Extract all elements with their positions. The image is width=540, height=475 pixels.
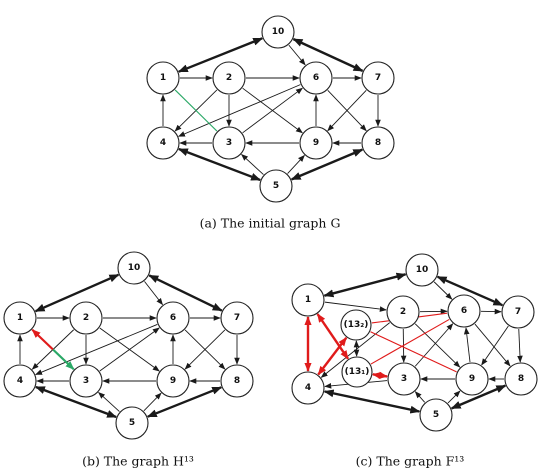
node-b-1 <box>4 302 36 334</box>
node-label: 2 <box>225 73 233 83</box>
node-label: 7 <box>374 73 382 83</box>
node-label: (13₂) <box>343 320 369 330</box>
node-c-6 <box>448 295 480 327</box>
node-b-5 <box>116 407 148 439</box>
node-b-3 <box>70 365 102 397</box>
edge-b-10-6 <box>144 281 162 304</box>
panel-b-graph-h13 <box>4 252 253 439</box>
edge-b-1-3-red <box>32 330 53 350</box>
node-c-132 <box>341 310 371 340</box>
node-label: 9 <box>468 374 476 384</box>
node-label: 3 <box>82 376 90 386</box>
edge-c-131-3 <box>373 374 387 376</box>
node-a-5 <box>260 170 292 202</box>
edge-c-6-8 <box>475 324 510 366</box>
node-label: 2 <box>399 307 407 317</box>
node-label: 8 <box>233 376 241 386</box>
node-label: 10 <box>127 263 141 273</box>
edge-a-5-9 <box>288 155 305 173</box>
node-label: 5 <box>272 181 280 191</box>
panel-a-initial-graph <box>147 16 394 202</box>
edge-c-2-9 <box>415 324 460 367</box>
node-label: 4 <box>304 383 312 393</box>
node-label: 6 <box>169 313 177 323</box>
node-label: 2 <box>82 313 90 323</box>
edges-a <box>163 38 378 180</box>
node-label: 4 <box>16 376 24 386</box>
node-label: 5 <box>128 418 136 428</box>
node-a-6 <box>300 62 332 94</box>
node-label: 8 <box>374 138 382 148</box>
edge-c-5-3 <box>415 392 424 403</box>
node-a-7 <box>362 62 394 94</box>
edge-b-5-3 <box>99 392 120 411</box>
edge-a-10-6 <box>289 45 305 65</box>
edge-b-10-7 <box>149 275 221 310</box>
node-c-131 <box>342 357 372 387</box>
node-label: (13₁) <box>344 367 370 377</box>
node-label: 1 <box>16 313 24 323</box>
caption-panel-c: (c) The graph F¹³ <box>355 453 465 469</box>
node-label: 6 <box>460 306 468 316</box>
node-a-1 <box>147 62 179 94</box>
node-a-9 <box>300 127 332 159</box>
node-label: 6 <box>312 73 320 83</box>
node-label: 9 <box>169 376 177 386</box>
node-label: 7 <box>233 313 241 323</box>
node-b-9 <box>157 365 189 397</box>
node-label: 5 <box>432 410 440 420</box>
edge-c-9-6 <box>466 328 470 362</box>
node-label: 3 <box>400 374 408 384</box>
edges-b <box>20 275 237 417</box>
node-label: 9 <box>312 138 320 148</box>
edge-a-6-4 <box>179 85 301 137</box>
node-c-5 <box>420 399 452 431</box>
node-c-4 <box>292 372 324 404</box>
node-a-8 <box>362 127 394 159</box>
edge-c-7-8 <box>519 329 520 362</box>
node-label: 10 <box>271 27 285 37</box>
caption-panel-b: (b) The graph H¹³ <box>82 453 194 469</box>
node-a-3 <box>213 127 245 159</box>
edge-c-5-9 <box>448 391 460 403</box>
node-c-8 <box>505 363 537 395</box>
node-c-3 <box>388 363 420 395</box>
node-a-10 <box>262 16 294 48</box>
node-b-8 <box>221 365 253 397</box>
edge-b-5-9 <box>144 393 161 411</box>
edge-c-10-1 <box>324 274 405 295</box>
node-b-7 <box>221 302 253 334</box>
edge-a-10-7 <box>293 39 362 71</box>
node-b-10 <box>118 252 150 284</box>
node-b-6 <box>157 302 189 334</box>
node-label: 10 <box>415 265 429 275</box>
node-c-1 <box>292 284 324 316</box>
node-b-2 <box>70 302 102 334</box>
node-label: 1 <box>304 295 312 305</box>
edge-a-5-3 <box>242 154 264 174</box>
edge-c-10-6 <box>434 282 452 299</box>
edge-c-1-2 <box>325 302 386 310</box>
edge-c-3-6 <box>415 324 453 367</box>
node-c-7 <box>502 296 534 328</box>
node-c-2 <box>387 296 419 328</box>
node-label: 4 <box>159 138 167 148</box>
nodes-c <box>292 254 537 431</box>
node-c-9 <box>456 363 488 395</box>
node-c-10 <box>406 254 438 286</box>
nodes-b <box>4 252 253 439</box>
node-label: 8 <box>517 374 525 384</box>
node-label: 7 <box>514 307 522 317</box>
node-a-4 <box>147 127 179 159</box>
caption-panel-a: (a) The initial graph G <box>199 215 341 231</box>
node-label: 3 <box>225 138 233 148</box>
node-b-4 <box>4 365 36 397</box>
node-label: 1 <box>159 73 167 83</box>
panel-c-graph-f13 <box>292 254 537 431</box>
node-a-2 <box>213 62 245 94</box>
